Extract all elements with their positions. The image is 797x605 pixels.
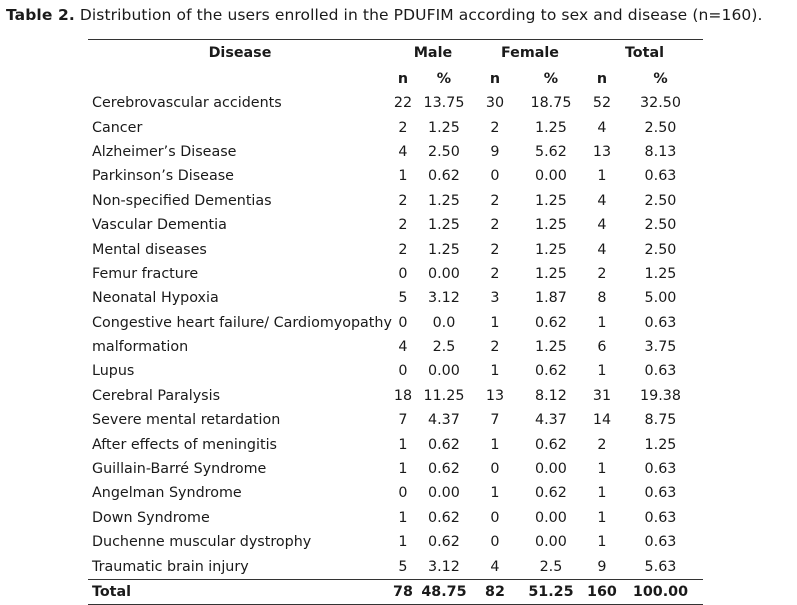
row-female-pct: 1.25 (535, 119, 567, 136)
row-male-pct: 0.62 (428, 461, 460, 478)
row-disease: Mental diseases (92, 241, 207, 258)
row-total-n: 4 (597, 119, 607, 136)
row-male-n: 4 (398, 339, 408, 356)
row-male-pct: 1.25 (428, 192, 460, 209)
table-row (88, 286, 703, 310)
row-female-pct: 0.62 (535, 485, 567, 502)
table-row (88, 115, 703, 139)
row-male-pct: 11.25 (423, 387, 465, 404)
row-female-n: 30 (485, 95, 505, 112)
row-female-pct: 0.00 (535, 534, 567, 551)
row-total-pct: 3.75 (644, 339, 677, 356)
header-female-n: n (489, 70, 501, 87)
row-female-pct: 8.12 (535, 387, 567, 404)
header-female-pct: % (543, 70, 559, 87)
row-male-pct: 4.37 (428, 412, 460, 429)
total-total-pct: 100.00 (618, 579, 703, 604)
header-female: Female (500, 45, 559, 61)
row-disease: Parkinson’s Disease (92, 168, 234, 185)
row-total-pct: 0.63 (644, 509, 677, 526)
row-disease: Duchenne muscular dystrophy (92, 534, 312, 551)
row-female-n: 2 (490, 339, 500, 356)
row-total-n: 8 (597, 290, 607, 307)
row-total-pct: 1.25 (644, 265, 677, 282)
row-male-pct: 0.62 (428, 168, 460, 185)
row-disease: Congestive heart failure/ Cardiomyopathy (92, 314, 392, 331)
total-row (88, 579, 703, 604)
row-male-pct: 1.25 (428, 119, 460, 136)
row-male-n: 2 (398, 217, 408, 234)
table-caption (6, 6, 763, 24)
row-male-n: 18 (393, 387, 413, 404)
row-total-pct: 5.00 (644, 290, 677, 307)
table-row (88, 213, 703, 237)
table-row (88, 311, 703, 335)
row-male-n: 1 (398, 534, 408, 551)
caption-label: Table 2. (6, 6, 75, 24)
row-total-n: 4 (597, 217, 607, 234)
row-female-pct: 0.62 (535, 436, 567, 453)
row-male-n: 1 (398, 436, 408, 453)
row-female-n: 9 (490, 143, 500, 160)
row-female-pct: 1.25 (535, 241, 567, 258)
row-male-n: 7 (398, 412, 408, 429)
row-female-n: 4 (490, 558, 500, 575)
table-header (88, 40, 703, 92)
row-female-n: 0 (490, 168, 500, 185)
row-female-pct: 4.37 (535, 412, 567, 429)
table-row (88, 457, 703, 481)
row-male-pct: 0.00 (428, 485, 460, 502)
row-total-pct: 5.63 (644, 558, 677, 575)
row-male-n: 2 (398, 241, 408, 258)
table-body (88, 91, 703, 579)
row-total-pct: 2.50 (644, 119, 677, 136)
row-male-pct: 0.62 (428, 509, 460, 526)
row-female-pct: 1.25 (535, 265, 567, 282)
row-total-n: 1 (597, 314, 607, 331)
row-male-pct: 1.25 (428, 241, 460, 258)
row-male-pct: 2.50 (428, 143, 460, 160)
row-male-n: 4 (398, 143, 408, 160)
table-row (88, 164, 703, 188)
row-disease: Traumatic brain injury (92, 558, 249, 575)
row-disease: Vascular Dementia (92, 217, 227, 234)
table-row (88, 140, 703, 164)
row-female-n: 7 (490, 412, 500, 429)
row-disease: Severe mental retardation (92, 412, 281, 429)
row-total-pct: 0.63 (644, 314, 677, 331)
row-total-pct: 8.13 (644, 143, 677, 160)
table-row (88, 359, 703, 383)
row-male-pct: 0.00 (428, 363, 460, 380)
row-male-pct: 1.25 (428, 217, 460, 234)
row-male-n: 2 (398, 192, 408, 209)
row-female-pct: 1.25 (535, 217, 567, 234)
row-female-n: 2 (490, 119, 500, 136)
row-male-pct: 3.12 (428, 290, 460, 307)
caption-text: Distribution of the users enrolled in the PDUFIM according to sex and disease (n=160). (79, 6, 763, 24)
row-disease: Alzheimer’s Disease (92, 143, 237, 160)
row-total-n: 1 (597, 461, 607, 478)
row-female-n: 3 (490, 290, 500, 307)
header-total-n: n (596, 70, 608, 87)
row-disease: Cancer (92, 119, 143, 136)
row-total-pct: 0.63 (644, 363, 677, 380)
table-row (88, 189, 703, 213)
row-male-pct: 0.00 (428, 265, 460, 282)
row-male-n: 0 (398, 314, 408, 331)
row-total-n: 4 (597, 192, 607, 209)
row-total-n: 52 (592, 95, 612, 112)
row-male-pct: 0.62 (428, 436, 460, 453)
row-disease: Angelman Syndrome (92, 485, 242, 502)
total-female-n: 82 (474, 579, 516, 604)
table-row (88, 335, 703, 359)
row-total-pct: 0.63 (644, 461, 677, 478)
row-male-n: 5 (398, 558, 408, 575)
table-row (88, 262, 703, 286)
row-total-pct: 2.50 (644, 217, 677, 234)
header-disease: Disease (208, 45, 272, 61)
row-total-pct: 19.38 (640, 387, 681, 404)
row-female-n: 2 (490, 192, 500, 209)
row-total-n: 31 (592, 387, 612, 404)
row-total-pct: 2.50 (644, 241, 677, 258)
row-male-n: 2 (398, 119, 408, 136)
row-female-n: 2 (490, 265, 500, 282)
row-total-n: 9 (597, 558, 607, 575)
row-male-pct: 0.62 (428, 534, 460, 551)
total-female-pct: 51.25 (516, 579, 586, 604)
header-blank (88, 66, 392, 91)
row-disease: Cerebrovascular accidents (92, 95, 282, 112)
row-total-pct: 8.75 (644, 412, 677, 429)
row-female-pct: 0.00 (535, 461, 567, 478)
row-male-n: 0 (398, 485, 408, 502)
row-total-n: 1 (597, 168, 607, 185)
row-male-pct: 3.12 (428, 558, 460, 575)
row-female-n: 0 (490, 534, 500, 551)
row-total-n: 13 (592, 143, 612, 160)
row-female-n: 0 (490, 509, 500, 526)
row-disease: Femur fracture (92, 265, 199, 282)
row-female-pct: 1.87 (535, 290, 567, 307)
row-total-n: 2 (597, 436, 607, 453)
row-disease: Neonatal Hypoxia (92, 290, 219, 307)
row-total-pct: 1.25 (644, 436, 677, 453)
row-total-pct: 0.63 (644, 168, 677, 185)
row-male-n: 1 (398, 461, 408, 478)
table-row (88, 506, 703, 530)
table-row (88, 91, 703, 115)
header-group-row (88, 40, 703, 67)
row-total-n: 4 (597, 241, 607, 258)
row-male-n: 1 (398, 509, 408, 526)
row-female-pct: 1.25 (535, 339, 567, 356)
table-row (88, 530, 703, 554)
row-male-n: 5 (398, 290, 408, 307)
row-male-n: 22 (393, 95, 413, 112)
total-total-n: 160 (586, 579, 618, 604)
header-male-n: n (397, 70, 409, 87)
row-male-n: 1 (398, 168, 408, 185)
row-female-n: 1 (490, 485, 500, 502)
table-row (88, 554, 703, 579)
row-female-n: 0 (490, 461, 500, 478)
row-total-n: 1 (597, 485, 607, 502)
row-female-pct: 0.00 (535, 168, 567, 185)
total-male-pct: 48.75 (414, 579, 474, 604)
row-female-n: 2 (490, 217, 500, 234)
header-male: Male (413, 45, 453, 61)
total-male-n: 78 (392, 579, 414, 604)
row-female-n: 1 (490, 363, 500, 380)
row-male-pct: 13.75 (423, 95, 465, 112)
row-female-n: 13 (485, 387, 505, 404)
table-row (88, 432, 703, 456)
row-total-n: 1 (597, 534, 607, 551)
row-female-pct: 0.00 (535, 509, 567, 526)
row-disease: Guillain-Barré Syndrome (92, 461, 267, 478)
row-male-pct: 0.0 (432, 314, 456, 331)
row-disease: After effects of meningitis (92, 436, 277, 453)
row-disease: Down Syndrome (92, 509, 210, 526)
row-female-pct: 5.62 (535, 143, 567, 160)
row-total-pct: 0.63 (644, 534, 677, 551)
row-disease: malformation (92, 339, 189, 356)
row-total-pct: 0.63 (644, 485, 677, 502)
header-total-pct: % (653, 70, 668, 87)
total-label: Total (88, 579, 392, 604)
row-total-pct: 2.50 (644, 192, 677, 209)
header-male-pct: % (436, 70, 452, 87)
row-male-n: 0 (398, 363, 408, 380)
disease-distribution-table (88, 39, 703, 605)
row-male-pct: 2.5 (432, 339, 456, 356)
header-total: Total (624, 45, 664, 61)
table-row (88, 481, 703, 505)
row-male-n: 0 (398, 265, 408, 282)
table-row (88, 384, 703, 408)
row-female-pct: 1.25 (535, 192, 567, 209)
row-female-pct: 18.75 (530, 95, 572, 112)
table-row (88, 237, 703, 261)
row-female-n: 1 (490, 314, 500, 331)
row-disease: Lupus (92, 363, 135, 380)
row-female-pct: 2.5 (539, 558, 563, 575)
row-disease: Cerebral Paralysis (92, 387, 221, 404)
row-total-pct: 32.50 (640, 95, 681, 112)
table-row (88, 408, 703, 432)
row-total-n: 6 (597, 339, 607, 356)
row-disease: Non-specified Dementias (92, 192, 272, 209)
row-total-n: 2 (597, 265, 607, 282)
row-total-n: 14 (592, 412, 612, 429)
row-female-pct: 0.62 (535, 314, 567, 331)
row-female-pct: 0.62 (535, 363, 567, 380)
row-female-n: 1 (490, 436, 500, 453)
row-female-n: 2 (490, 241, 500, 258)
row-total-n: 1 (597, 363, 607, 380)
row-total-n: 1 (597, 509, 607, 526)
header-sub-row (88, 66, 703, 91)
